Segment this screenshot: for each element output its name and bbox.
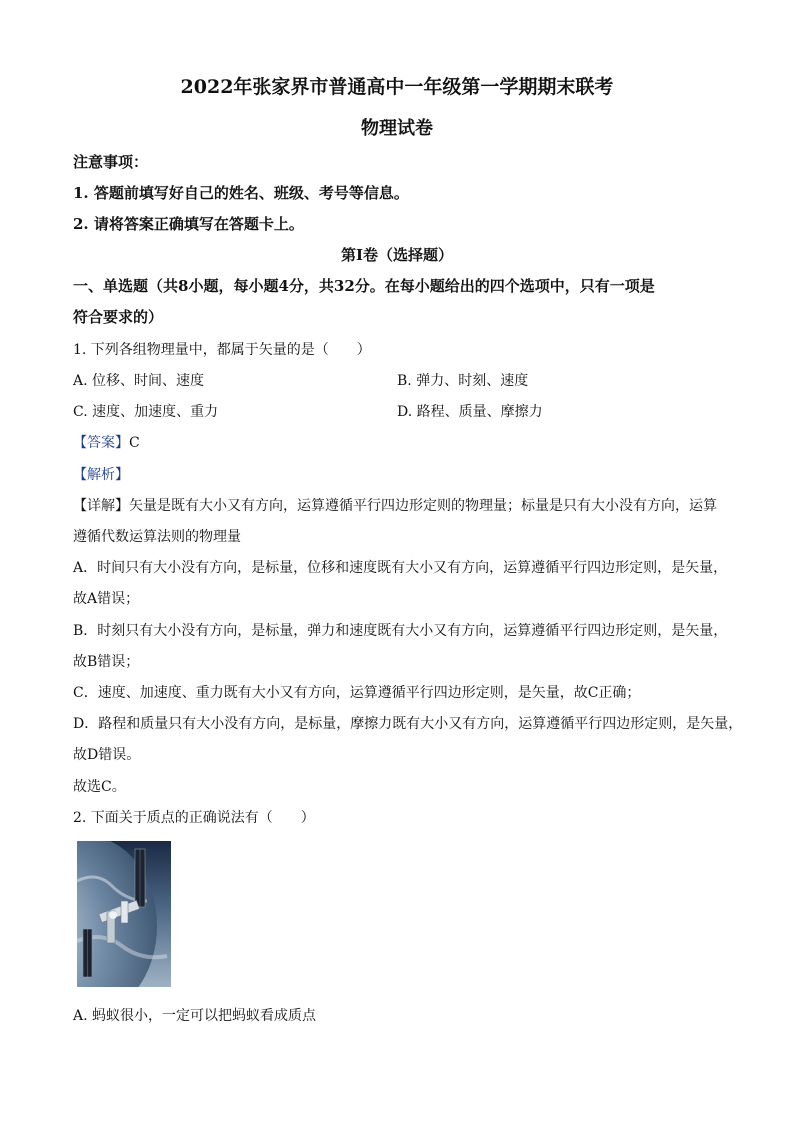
question-2-stem: 2. 下面关于质点的正确说法有（ ） [73,810,315,826]
question-1-option-b: B. 弹力、时刻、速度 [397,373,529,389]
analysis-label: 【解析】 [73,467,129,483]
question-1-stem: 1. 下列各组物理量中，都属于矢量的是（ ） [73,342,371,358]
detail-line-2: 遵循代数运算法则的物理量 [73,529,241,545]
analysis-b-line-2: 故B错误； [73,654,140,670]
analysis-b-line-1: B．时刻只有大小没有方向，是标量，弹力和速度既有大小又有方向，运算遵循平行四边形定则，是矢量， [73,623,728,639]
conclusion: 故选C。 [73,779,126,795]
analysis-c-line: C．速度、加速度、重力既有大小又有方向，运算遵循平行四边形定则，是矢量，故C正确； [73,685,641,701]
exam-subtitle: 物理试卷 [361,118,433,139]
analysis-d-line-2: 故D错误。 [73,747,141,763]
analysis-a-line-1: A．时间只有大小没有方向，是标量，位移和速度既有大小又有方向，运算遵循平行四边形定则，是矢量， [73,560,728,576]
answer-value: C [129,435,140,451]
question-1-option-d: D. 路程、质量、摩擦力 [397,404,543,420]
space-station-illustration [77,841,171,987]
detail-line-1: 【详解】矢量是既有大小又有方向，运算遵循平行四边形定则的物理量；标量是只有大小没有方向，运算 [73,498,717,514]
part-heading-line-1: 一、单选题（共8小题，每小题4分，共32分。在每小题给出的四个选项中，只有一项是 [73,277,655,295]
question-1-option-a: A. 位移、时间、速度 [73,373,205,389]
section-title: 第I卷（选择题） [340,246,454,264]
notice-item-1: 1. 答题前填写好自己的姓名、班级、考号等信息。 [73,184,409,202]
question-1-option-c: C. 速度、加速度、重力 [73,404,219,420]
analysis-a-line-2: 故A错误； [73,591,140,607]
analysis-d-line-1: D．路程和质量只有大小没有方向，是标量，摩擦力既有大小又有方向，运算遵循平行四边形定则，是矢量， [73,716,743,732]
notice-item-2: 2. 请将答案正确填写在答题卡上。 [73,215,304,233]
space-station-photo [77,841,171,987]
question-2-option-a: A. 蚂蚁很小，一定可以把蚂蚁看成质点 [73,1008,317,1024]
exam-title: 2022年张家界市普通高中一年级第一学期期末联考 [180,76,614,98]
part-heading-line-2: 符合要求的） [73,308,164,326]
answer-label: 【答案】 [73,435,129,451]
notice-heading: 注意事项： [73,153,149,171]
answer-row [73,432,140,452]
